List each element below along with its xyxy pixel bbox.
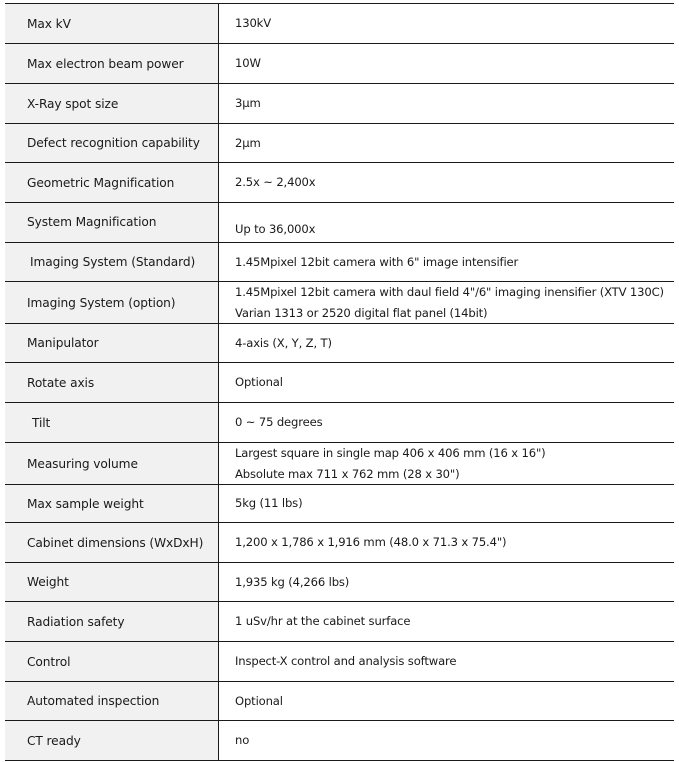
spec-value-line: 2µm bbox=[235, 135, 261, 150]
spec-value-line: 1,935 kg (4,266 lbs) bbox=[235, 574, 350, 589]
spec-value-line: Varian 1313 or 2520 digital flat panel (14bit) bbox=[235, 305, 488, 320]
table-row bbox=[5, 124, 674, 163]
table-row bbox=[5, 163, 674, 203]
spec-value bbox=[219, 163, 674, 202]
spec-value-line: 4-axis (X, Y, Z, T) bbox=[235, 335, 332, 350]
spec-label: Tilt bbox=[5, 403, 219, 442]
spec-value-line: 3µm bbox=[235, 96, 261, 110]
spec-value bbox=[219, 282, 674, 323]
spec-label: Weight bbox=[5, 563, 219, 601]
spec-value-line: Optional bbox=[235, 693, 283, 708]
spec-value-line: 1,200 x 1,786 x 1,916 mm (48.0 x 71.3 x 75.4") bbox=[235, 535, 507, 549]
table-row bbox=[5, 282, 674, 324]
spec-value-line: Optional bbox=[235, 375, 283, 389]
table-row bbox=[5, 642, 674, 682]
spec-value bbox=[219, 84, 674, 123]
spec-value-line: 130kV bbox=[235, 16, 272, 30]
table-row bbox=[5, 682, 674, 721]
spec-label: Rotate axis bbox=[5, 363, 219, 402]
spec-label: Imaging System (option) bbox=[5, 282, 219, 323]
spec-label: Max electron beam power bbox=[5, 44, 219, 83]
spec-value-line: 1.45Mpixel 12bit camera with 6" image intensifier bbox=[235, 254, 519, 269]
spec-value-line: 1.45Mpixel 12bit camera with daul field 4"/6" imaging inensifier (XTV 130C) bbox=[235, 284, 664, 299]
spec-value bbox=[219, 203, 674, 242]
table-row bbox=[5, 403, 674, 443]
spec-table bbox=[5, 3, 674, 761]
spec-label: Measuring volume bbox=[5, 443, 219, 484]
spec-value bbox=[219, 363, 674, 402]
spec-label: X-Ray spot size bbox=[5, 84, 219, 123]
spec-label: System Magnification bbox=[5, 203, 219, 242]
spec-value-line: Inspect-X control and analysis software bbox=[235, 654, 457, 668]
spec-value bbox=[219, 563, 674, 601]
table-row bbox=[5, 363, 674, 403]
spec-label: Radiation safety bbox=[5, 602, 219, 641]
spec-label: Manipulator bbox=[5, 324, 219, 362]
table-row bbox=[5, 443, 674, 485]
spec-value bbox=[219, 682, 674, 720]
spec-value bbox=[219, 485, 674, 522]
table-row bbox=[5, 84, 674, 124]
spec-value-line: Largest square in single map 406 x 406 mm (16 x 16") bbox=[235, 445, 546, 460]
spec-value-line: Up to 36,000x bbox=[235, 222, 316, 236]
spec-value bbox=[219, 124, 674, 162]
spec-value bbox=[219, 403, 674, 442]
table-row bbox=[5, 523, 674, 563]
spec-value-line: 1 uSv/hr at the cabinet surface bbox=[235, 614, 411, 628]
spec-value bbox=[219, 324, 674, 362]
table-row bbox=[5, 203, 674, 243]
spec-value bbox=[219, 443, 674, 484]
spec-value bbox=[219, 642, 674, 681]
spec-label: Automated inspection bbox=[5, 682, 219, 720]
spec-label: Cabinet dimensions (WxDxH) bbox=[5, 523, 219, 562]
table-row bbox=[5, 243, 674, 282]
spec-value-line: 0 ~ 75 degrees bbox=[235, 415, 323, 429]
spec-label: Max kV bbox=[5, 4, 219, 43]
spec-value-line: 2.5x ~ 2,400x bbox=[235, 175, 316, 189]
spec-value bbox=[219, 4, 674, 43]
spec-value-line: no bbox=[235, 733, 250, 747]
table-row bbox=[5, 4, 674, 44]
table-row bbox=[5, 324, 674, 363]
spec-label: Control bbox=[5, 642, 219, 681]
spec-value bbox=[219, 243, 674, 281]
spec-label: Defect recognition capability bbox=[5, 124, 219, 162]
table-row bbox=[5, 485, 674, 523]
table-row bbox=[5, 721, 674, 761]
spec-label: Max sample weight bbox=[5, 485, 219, 522]
spec-label: Imaging System (Standard) bbox=[5, 243, 219, 281]
spec-value-line: 5kg (11 lbs) bbox=[235, 496, 303, 510]
table-row bbox=[5, 44, 674, 84]
spec-value-line: 10W bbox=[235, 56, 261, 70]
spec-value bbox=[219, 523, 674, 562]
spec-value bbox=[219, 602, 674, 641]
table-row bbox=[5, 602, 674, 642]
spec-value bbox=[219, 44, 674, 83]
spec-label: CT ready bbox=[5, 721, 219, 760]
spec-value bbox=[219, 721, 674, 760]
spec-label: Geometric Magnification bbox=[5, 163, 219, 202]
table-row bbox=[5, 563, 674, 602]
spec-value-line: Absolute max 711 x 762 mm (28 x 30") bbox=[235, 466, 460, 481]
